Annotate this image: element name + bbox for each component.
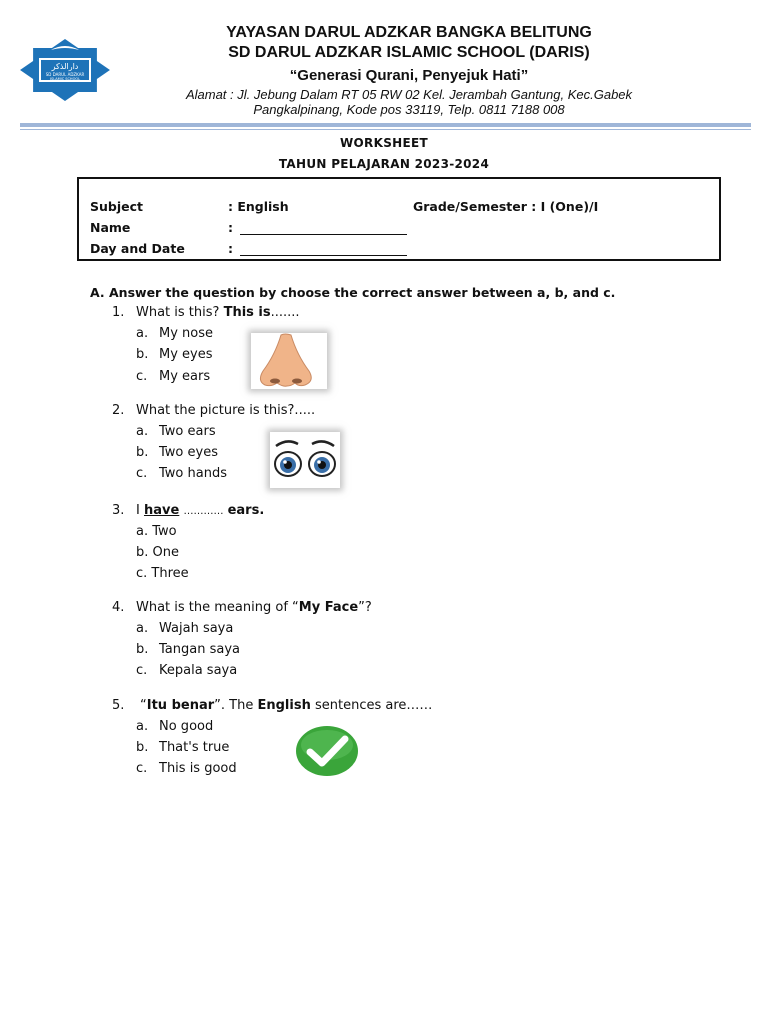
q2-option-b[interactable]: Two eyes: [159, 445, 218, 460]
q5-option-c-letter: c.: [136, 761, 148, 776]
name-label: Name: [90, 220, 131, 235]
q1-option-a-letter: a.: [136, 326, 149, 341]
q1-option-c-letter: c.: [136, 369, 148, 384]
question-4-number: 4.: [112, 600, 125, 615]
question-3-number: 3.: [112, 503, 125, 518]
svg-text:دارالذكر: دارالذكر: [51, 62, 79, 71]
question-4-text: What is the meaning of “My Face”?: [136, 600, 372, 615]
q1-option-b[interactable]: My eyes: [159, 347, 213, 362]
q2-option-c[interactable]: Two hands: [159, 466, 227, 481]
header-divider: [20, 123, 751, 127]
svg-text:SD DARUL ADZKAR: SD DARUL ADZKAR: [45, 72, 85, 77]
q1-option-a[interactable]: My nose: [159, 326, 214, 341]
name-field[interactable]: [240, 234, 407, 235]
svg-text:ISLAMIC SCHOOL: ISLAMIC SCHOOL: [49, 77, 81, 81]
name-colon: :: [228, 220, 233, 235]
q5-option-b[interactable]: That's true: [159, 740, 230, 755]
eyes-image: [270, 432, 340, 488]
question-1-text: What is this? This is.......: [136, 305, 300, 320]
header-divider-thin: [20, 129, 751, 130]
q2-option-b-letter: b.: [136, 445, 149, 460]
question-1-number: 1.: [112, 305, 125, 320]
foundation-name: YAYASAN DARUL ADZKAR BANGKA BELITUNG: [226, 24, 592, 41]
q5-option-a-letter: a.: [136, 719, 149, 734]
date-label: Day and Date: [90, 241, 185, 256]
date-field[interactable]: [240, 255, 407, 256]
question-2-text: What the picture is this?.....: [136, 403, 316, 418]
academic-year: TAHUN PELAJARAN 2023-2024: [278, 157, 490, 171]
q5-option-b-letter: b.: [136, 740, 149, 755]
subject-value: : English: [228, 199, 289, 214]
q2-option-a-letter: a.: [136, 424, 149, 439]
worksheet-title: WORKSHEET: [340, 136, 428, 150]
q4-option-c[interactable]: Kepala saya: [159, 663, 238, 678]
q3-option-b[interactable]: b. One: [136, 545, 179, 560]
q4-option-a-letter: a.: [136, 621, 149, 636]
q4-option-a[interactable]: Wajah saya: [159, 621, 234, 636]
school-motto: “Generasi Qurani, Penyejuk Hati”: [289, 67, 529, 84]
q3-option-a[interactable]: a. Two: [136, 524, 177, 539]
q1-option-c[interactable]: My ears: [159, 369, 211, 384]
q2-option-a[interactable]: Two ears: [159, 424, 216, 439]
q2-option-c-letter: c.: [136, 466, 148, 481]
q1-option-b-letter: b.: [136, 347, 149, 362]
q4-option-c-letter: c.: [136, 663, 148, 678]
address-line-1: Alamat : Jl. Jebung Dalam RT 05 RW 02 Kel. Jerambah Gantung, Kec.Gabek: [185, 87, 633, 102]
q5-option-a[interactable]: No good: [159, 719, 214, 734]
q4-option-b-letter: b.: [136, 642, 149, 657]
school-name: SD DARUL ADZKAR ISLAMIC SCHOOL (DARIS): [228, 44, 590, 61]
section-a-instruction: A. Answer the question by choose the correct answer between a, b, and c.: [90, 285, 616, 300]
address-line-2: Pangkalpinang, Kode pos 33119, Telp. 0811 7188 008: [253, 102, 565, 117]
question-5-number: 5.: [112, 698, 125, 713]
nose-image: [251, 333, 327, 389]
question-2-number: 2.: [112, 403, 125, 418]
subject-label: Subject: [90, 199, 143, 214]
question-5-text: “Itu benar”. The English sentences are……: [140, 698, 433, 713]
q5-option-c[interactable]: This is good: [159, 761, 237, 776]
date-colon: :: [228, 241, 233, 256]
question-3-text: I have ………… ears.: [136, 503, 265, 518]
grade-semester: Grade/Semester : I (One)/I: [413, 199, 599, 214]
q4-option-b[interactable]: Tangan saya: [159, 642, 240, 657]
checkmark-icon: [295, 725, 359, 777]
q3-option-c[interactable]: c. Three: [136, 566, 189, 581]
